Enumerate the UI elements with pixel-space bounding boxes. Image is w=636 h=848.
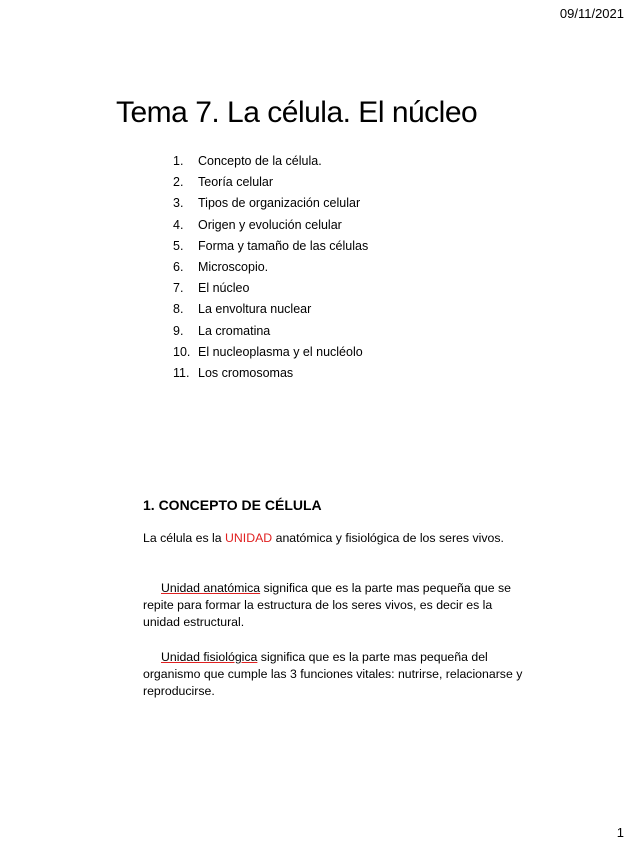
toc-item-text: Forma y tamaño de las células	[198, 238, 369, 253]
slide-date: 09/11/2021	[559, 6, 624, 21]
toc-item-number: 10.	[173, 344, 191, 359]
toc-item	[173, 299, 368, 320]
toc-item-text: Tipos de organización celular	[198, 196, 361, 211]
anatomical-unit-text: significa que es la parte mas pequeña que se repite para formar la estructura de los seres vivos, es decir es la unidad estructural.	[143, 581, 512, 629]
toc-item-number: 2.	[173, 175, 184, 190]
toc-item	[173, 193, 368, 214]
toc-item	[173, 151, 368, 172]
toc-item	[173, 342, 368, 363]
toc-item-text: La cromatina	[198, 323, 271, 338]
toc-item-text: Concepto de la célula.	[198, 154, 322, 168]
toc-item-text: El nucleoplasma y el nucléolo	[198, 344, 363, 359]
physiological-unit-term: Unidad fisiológica	[161, 650, 258, 664]
toc-item-number: 5.	[173, 238, 184, 253]
toc-item-number: 11.	[173, 365, 190, 380]
physiological-unit-paragraph	[143, 649, 523, 700]
toc-item-number: 9.	[173, 323, 184, 338]
toc-item-text: Microscopio.	[198, 259, 269, 274]
section-heading: 1. CONCEPTO DE CÉLULA	[143, 497, 322, 513]
toc-item	[173, 257, 368, 278]
toc-item	[173, 278, 368, 299]
definition-paragraph	[143, 530, 523, 547]
table-of-contents	[173, 151, 368, 384]
page-number: 1	[616, 825, 624, 840]
toc-item-number: 6.	[173, 259, 184, 274]
definition-text-start: La célula es la	[143, 531, 226, 545]
toc-item	[173, 363, 368, 384]
toc-item	[173, 236, 368, 257]
toc-item	[173, 172, 368, 193]
definition-text-end: anatómica y fisiológica de los seres vivos.	[272, 531, 504, 545]
toc-item-text: El núcleo	[198, 281, 250, 296]
highlight-word: UNIDAD	[225, 531, 273, 545]
toc-item	[173, 215, 368, 236]
toc-item-number: 8.	[173, 302, 184, 317]
toc-item-text: Los cromosomas	[198, 365, 294, 380]
anatomical-unit-term: Unidad anatómica	[161, 581, 261, 595]
toc-item-text: Teoría celular	[198, 175, 274, 190]
physiological-unit-text: significa que es la parte mas pequeña del organismo que cumple las 3 funciones vitales: nutrirse, relacionarse y reproducirse.	[143, 650, 523, 698]
toc-item-number: 4.	[173, 217, 184, 232]
toc-item-number: 7.	[173, 281, 184, 296]
toc-item-text: La envoltura nuclear	[198, 302, 312, 317]
toc-item-number: 3.	[173, 196, 184, 211]
toc-item-text: Origen y evolución celular	[198, 217, 342, 232]
page-title: Tema 7. La célula. El núcleo	[116, 96, 478, 129]
toc-item	[173, 321, 368, 342]
toc-item-number: 1.	[173, 154, 184, 168]
anatomical-unit-paragraph	[143, 580, 523, 631]
